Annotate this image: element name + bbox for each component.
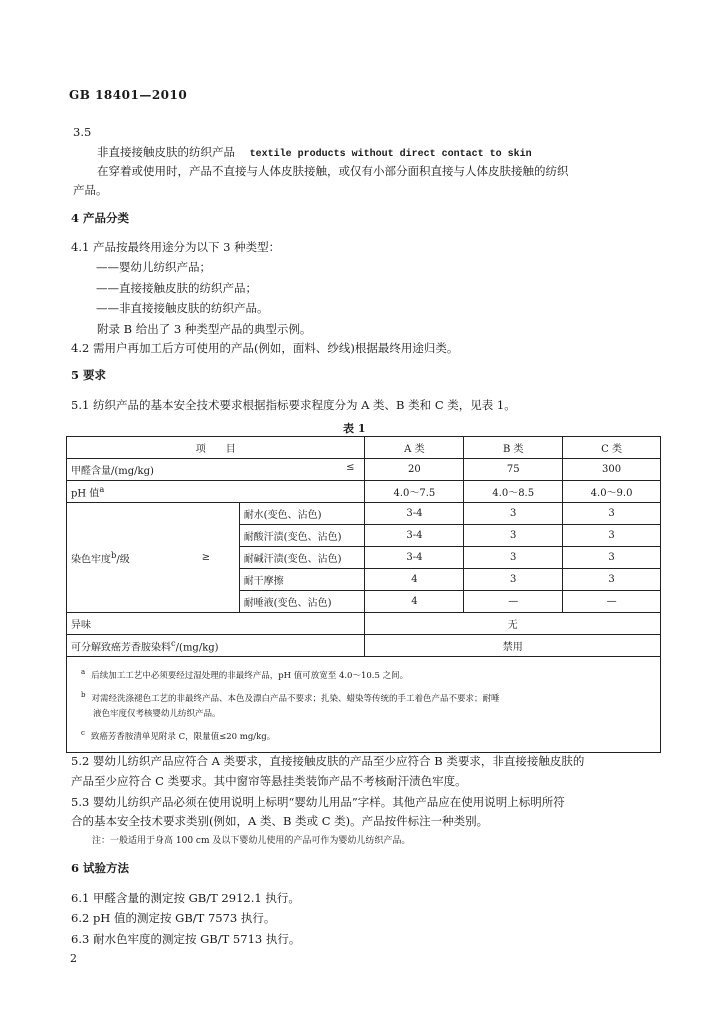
page-number: 2 xyxy=(70,952,77,965)
clause-3-5-def-line1: 在穿着或使用时，产品不直接与人体皮肤接触，或仅有小部分面积直接与人体皮肤接触的纺织 xyxy=(97,164,569,178)
sub-item-alkali-sweat: 耐碱汗渍(变色、沾色) xyxy=(239,547,365,569)
cell-a: 4 xyxy=(365,591,464,613)
cell-c: 3 xyxy=(563,547,661,569)
clause-4-2: 4.2 需用户再加工后方可使用的产品(例如，面料、纱线)根据最终用途归类。 xyxy=(71,341,459,355)
cell-a: 3-4 xyxy=(365,503,464,525)
footnote-c-text: 致癌芳香胺清单见附录 C，限量值≤20 mg/kg。 xyxy=(90,731,276,742)
cell-b: 3 xyxy=(464,547,563,569)
table-footnotes xyxy=(67,657,661,753)
table-row xyxy=(67,459,661,481)
clause-5-2-line2: 产品至少应符合 C 类要求。其中窗帘等悬挂类装饰产品不考核耐汗渍色牢度。 xyxy=(71,774,467,788)
footnote-a-marker: a xyxy=(81,668,86,676)
table-row xyxy=(67,503,661,525)
table-row xyxy=(67,635,661,657)
footnote-a xyxy=(81,665,650,684)
cell-b: — xyxy=(464,591,563,613)
section-6-heading: 6 试验方法 xyxy=(71,861,130,875)
footnote-b-cont: 液色牢度仅考核婴幼儿纺织产品。 xyxy=(93,708,221,719)
clause-4-1: 4.1 产品按最终用途分为以下 3 种类型： xyxy=(71,240,281,254)
cell-a: 3-4 xyxy=(365,547,464,569)
cell-c: 3 xyxy=(563,569,661,591)
footnote-marker-a: a xyxy=(99,483,105,494)
sub-item-saliva: 耐唾液(变色、沾色) xyxy=(239,591,365,613)
azo-unit: /(mg/kg) xyxy=(175,642,219,654)
footnote-marker-c: c xyxy=(171,637,176,648)
colorfastness-label xyxy=(67,503,174,613)
sub-item-dry-rub: 耐干摩擦 xyxy=(239,569,365,591)
clause-5-2-line1: 5.2 婴幼儿纺织产品应符合 A 类要求，直接接触皮肤的产品至少应符合 B 类要求，非直接接触皮肤的 xyxy=(71,754,585,768)
clause-5-3-line1: 5.3 婴幼儿纺织产品必须在使用说明上标明“婴幼儿用品”字样。其他产品应在使用说明上标明所符 xyxy=(71,795,565,809)
section-5-heading: 5 要求 xyxy=(71,368,107,382)
clause-3-5-number: 3.5 xyxy=(73,125,92,139)
requirements-table xyxy=(66,436,661,753)
cell-a: 4.0～7.5 xyxy=(365,481,464,503)
row-label-azo xyxy=(67,635,365,657)
table-notes-row xyxy=(67,657,661,753)
col-header-b: B 类 xyxy=(464,437,563,459)
clause-6-3: 6.3 耐水色牢度的测定按 GB/T 5713 执行。 xyxy=(71,932,301,946)
appendix-b-note: 附录 B 给出了 3 种类型产品的典型示例。 xyxy=(97,322,312,336)
clause-6-2: 6.2 pH 值的测定按 GB/T 7573 执行。 xyxy=(71,911,276,925)
clause-3-5-def-line2: 产品。 xyxy=(73,183,108,197)
row-label-odor: 异味 xyxy=(67,613,365,635)
dye-label: 染色牢度 xyxy=(71,554,111,566)
cell-c: 3 xyxy=(563,525,661,547)
list-item-direct: ——直接接触皮肤的纺织产品； xyxy=(96,281,257,295)
footnote-b-text-1: 对需经洗涤褪色工艺的非最终产品、本色及漂白产品不要求；扎染、蜡染等传统的手工着色产品不要求；耐唾 xyxy=(91,693,500,704)
ph-label: pH 值 xyxy=(71,488,100,500)
sub-item-acid-sweat: 耐酸汗渍(变色、沾色) xyxy=(239,525,365,547)
list-item-nondirect: ——非直接接触皮肤的纺织产品。 xyxy=(96,301,269,315)
cell-c: — xyxy=(563,591,661,613)
footnote-marker-b: b xyxy=(111,549,117,560)
clause-5-1: 5.1 纺织产品的基本安全技术要求根据指标要求程度分为 A 类、B 类和 C 类，见表 1。 xyxy=(71,398,516,412)
footnote-b-marker: b xyxy=(81,690,86,699)
term-zh: 非直接接触皮肤的纺织产品 xyxy=(97,145,235,159)
cell-b: 75 xyxy=(464,459,563,481)
cell-odor-value: 无 xyxy=(365,613,661,635)
cell-a: 3-4 xyxy=(365,525,464,547)
col-header-item: 项 目 xyxy=(67,437,365,459)
cell-azo-value: 禁用 xyxy=(365,635,661,657)
term-en: textile products without direct contact to skin xyxy=(249,149,532,160)
footnote-b xyxy=(81,688,650,707)
section-4-heading: 4 产品分类 xyxy=(71,211,130,225)
cell-b: 3 xyxy=(464,503,563,525)
cell-c: 3 xyxy=(563,503,661,525)
table-caption: 表 1 xyxy=(343,422,366,435)
footnote-c xyxy=(81,726,650,745)
table-row xyxy=(67,481,661,503)
cell-a: 4 xyxy=(365,569,464,591)
standard-code: GB 18401—2010 xyxy=(69,88,188,102)
azo-label: 可分解致癌芳香胺染料 xyxy=(71,642,171,654)
list-item-infant: ——婴幼儿纺织产品； xyxy=(96,260,211,274)
table-row xyxy=(67,613,661,635)
sub-item-water: 耐水(变色、沾色) xyxy=(239,503,365,525)
clause-5-3-note: 注：一般适用于身高 100 cm 及以下婴幼儿使用的产品可作为婴幼儿纺织产品。 xyxy=(92,836,411,846)
le-symbol: ≤ xyxy=(346,462,355,473)
col-header-c: C 类 xyxy=(563,437,661,459)
dye-unit: /级 xyxy=(116,554,130,566)
cell-c: 300 xyxy=(563,459,661,481)
cell-b: 4.0～8.5 xyxy=(464,481,563,503)
table-header-row xyxy=(67,437,661,459)
clause-6-1: 6.1 甲醛含量的测定按 GB/T 2912.1 执行。 xyxy=(71,891,300,905)
footnote-a-text: 后续加工工艺中必须要经过湿处理的非最终产品，pH 值可放宽至 4.0～10.5 之间。 xyxy=(91,670,409,681)
ge-symbol: ≥ xyxy=(173,503,239,613)
row-label-ph xyxy=(67,481,365,503)
col-header-a: A 类 xyxy=(365,437,464,459)
formaldehyde-label: 甲醛含量/(mg/kg) xyxy=(71,466,154,477)
clause-5-3-line2: 合的基本安全技术要求类别(例如，A 类、B 类或 C 类)。产品按件标注一种类别。 xyxy=(71,814,489,828)
row-label-formaldehyde xyxy=(67,459,365,481)
cell-a: 20 xyxy=(365,459,464,481)
cell-c: 4.0～9.0 xyxy=(563,481,661,503)
cell-b: 3 xyxy=(464,569,563,591)
cell-b: 3 xyxy=(464,525,563,547)
footnote-c-marker: c xyxy=(81,728,85,737)
